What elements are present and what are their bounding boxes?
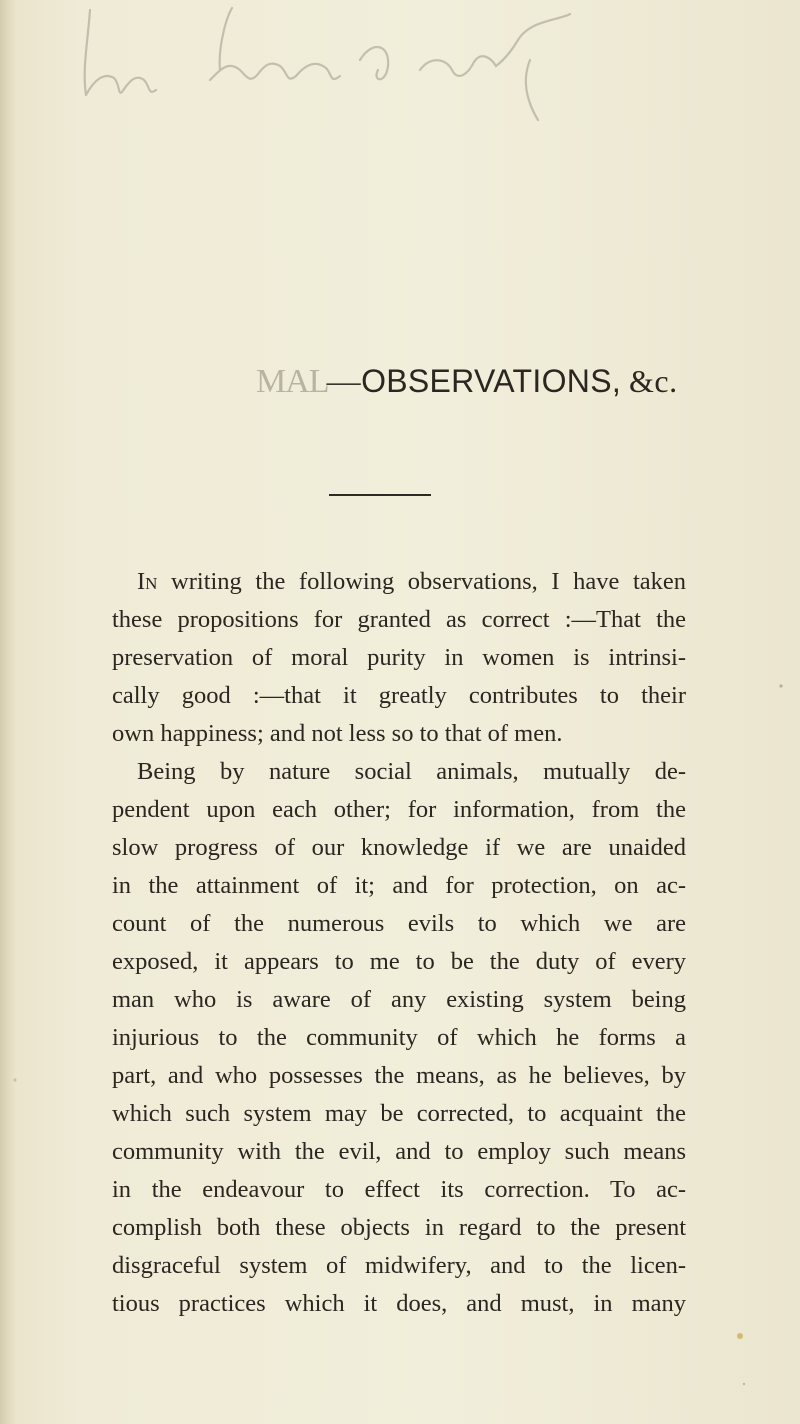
text-line: in the endeavour to effect its correction. To ac- bbox=[112, 1176, 686, 1203]
handwritten-inscription bbox=[60, 0, 580, 130]
text-line: count of the numerous evils to which we are bbox=[112, 910, 686, 937]
text-line: In writing the following observations, I have taken bbox=[137, 568, 686, 595]
text-line: these propositions for granted as correct :—That the bbox=[112, 606, 686, 633]
text-line: pendent upon each other; for information, from the bbox=[112, 796, 686, 823]
text-line: which such system may be corrected, to acquaint the bbox=[112, 1100, 686, 1127]
title-etc: &c. bbox=[629, 363, 678, 399]
page-binding-edge bbox=[0, 0, 16, 1424]
text-line: Being by nature social animals, mutually de- bbox=[137, 758, 686, 785]
text-line: cally good :—that it greatly contributes to their bbox=[112, 682, 686, 709]
text-line: exposed, it appears to me to be the duty of every bbox=[112, 948, 686, 975]
library-stamp: MAL bbox=[256, 363, 329, 400]
text-line: own happiness; and not less so to that of men. bbox=[112, 720, 563, 747]
text-line: part, and who possesses the means, as he believes, by bbox=[112, 1062, 686, 1089]
title-dash: — bbox=[326, 363, 362, 400]
text-line: in the attainment of it; and for protection, on ac- bbox=[112, 872, 686, 899]
text-line: community with the evil, and to employ such means bbox=[112, 1138, 686, 1165]
title-text: OBSERVATIONS, bbox=[361, 363, 622, 399]
drop-lead: In bbox=[137, 568, 158, 595]
text-line: tious practices which it does, and must, in many bbox=[112, 1290, 686, 1317]
text-line: man who is aware of any existing system being bbox=[112, 986, 686, 1013]
text-line: slow progress of our knowledge if we are unaided bbox=[112, 834, 686, 861]
title-rule bbox=[329, 494, 431, 496]
text-line: disgraceful system of midwifery, and to the licen- bbox=[112, 1252, 686, 1279]
text-line: preservation of moral purity in women is intrinsi- bbox=[112, 644, 686, 671]
text-line: complish both these objects in regard to the present bbox=[112, 1214, 686, 1241]
chapter-title bbox=[256, 363, 678, 401]
text-line: injurious to the community of which he forms a bbox=[112, 1024, 686, 1051]
